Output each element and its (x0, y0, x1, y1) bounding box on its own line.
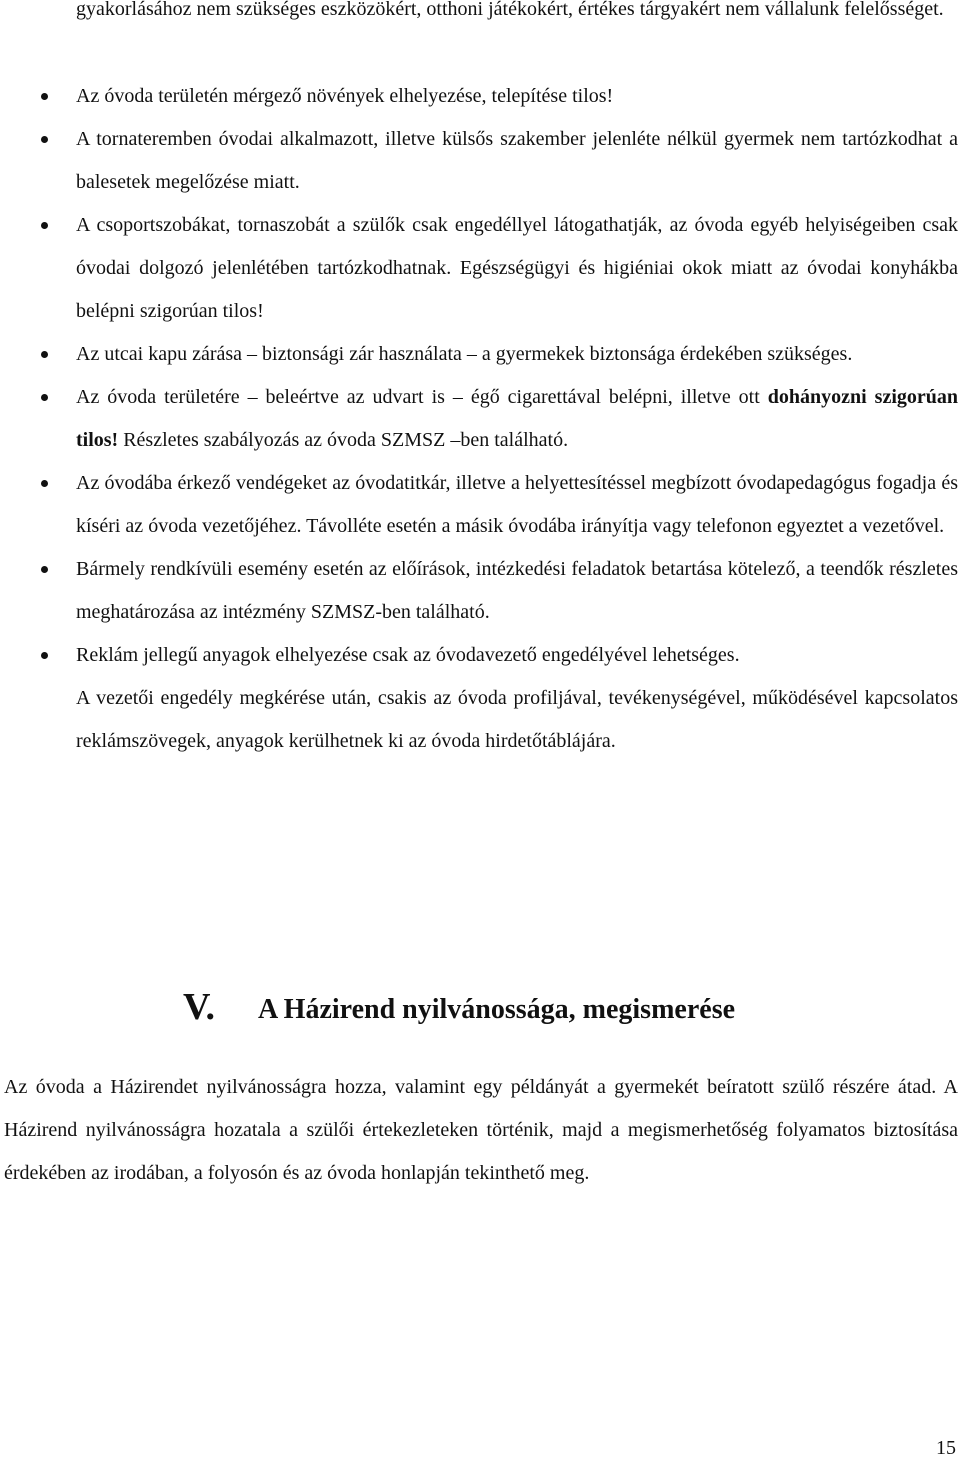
rules-list (0, 75, 958, 763)
list-item-text: Bármely rendkívüli esemény esetén az előírások, intézkedési feladatok betartása kötelező, a teendők részletes meghatározása az intézmény SZMSZ-ben található. (76, 558, 958, 623)
list-item-text: Az óvoda területére – beleértve az udvart is – égő cigarettával belépni, illetve ott (76, 386, 768, 408)
list-item (0, 548, 958, 634)
list-item-text: A csoportszobákat, tornaszobát a szülők csak engedéllyel látogathatják, az óvoda egyéb helyiségeiben csak óvodai dolgozó jelenlétében tartózkodhatnak. Egészségügyi és higiéniai okok miatt az óvodai konyhákba belépni szigorúan tilos! (76, 214, 958, 322)
bullet-icon (41, 93, 48, 100)
bullet-icon (41, 222, 48, 229)
list-item (0, 333, 958, 376)
bullet-icon (41, 480, 48, 487)
list-item-text: Az óvodába érkező vendégeket az óvodatitkár, illetve a helyettesítéssel megbízott óvodapedagógus fogadja és kíséri az óvoda vezetőjéhez. Távolléte esetén a másik óvodába irányítja vagy telefonon egyeztet a vezetővel. (76, 472, 958, 537)
section-title: A Házirend nyilvánossága, megismerése (258, 994, 736, 1025)
bullet-icon (41, 394, 48, 401)
list-item-text: Részletes szabályozás az óvoda SZMSZ –ben található. (118, 429, 569, 451)
list-item-text: Reklám jellegű anyagok elhelyezése csak az óvodavezető engedélyével lehetséges. (76, 644, 740, 666)
list-item (0, 75, 958, 118)
bold-warning: dohányozni szigorúan tilos! (76, 386, 958, 451)
bullet-icon (41, 652, 48, 659)
section-heading (0, 982, 960, 1042)
section-number: V. (183, 986, 216, 1028)
list-item (0, 376, 958, 462)
continuation-text: gyakorlásához nem szükséges eszközökért, otthoni játékokért, értékes tárgyakért nem vállalunk felelősséget. (76, 0, 944, 20)
page-number: 15 (936, 1437, 956, 1459)
list-item (0, 462, 958, 548)
list-item-text: A tornateremben óvodai alkalmazott, illetve külsős szakember jelenléte nélkül gyermek nem tartózkodhat a balesetek megelőzése miatt. (76, 128, 958, 193)
list-item-text: Az óvoda területén mérgező növények elhelyezése, telepítése tilos! (76, 85, 614, 107)
list-item (0, 204, 958, 333)
list-item (0, 118, 958, 204)
bullet-icon (41, 136, 48, 143)
list-followup-text: A vezetői engedély megkérése után, csakis az óvoda profiljával, tevékenységével, működésével kapcsolatos reklámszövegek, anyagok kerülhetnek ki az óvoda hirdetőtáblájára. (76, 687, 958, 752)
bullet-icon (41, 566, 48, 573)
list-item-text: Az utcai kapu zárása – biztonsági zár használata – a gyermekek biztonsága érdekében szükséges. (76, 343, 853, 365)
bullet-icon (41, 351, 48, 358)
section-paragraph: Az óvoda a Házirendet nyilvánosságra hozza, valamint egy példányát a gyermekét beíratott szülő részére átad. A Házirend nyilvánosságra hozatala a szülői értekezleteken történik, majd a megismerhetőség folyamatos biztosítása érdekében az irodában, a folyosón és az óvoda honlapján tekinthető meg. (4, 1076, 958, 1184)
list-item (0, 634, 958, 677)
